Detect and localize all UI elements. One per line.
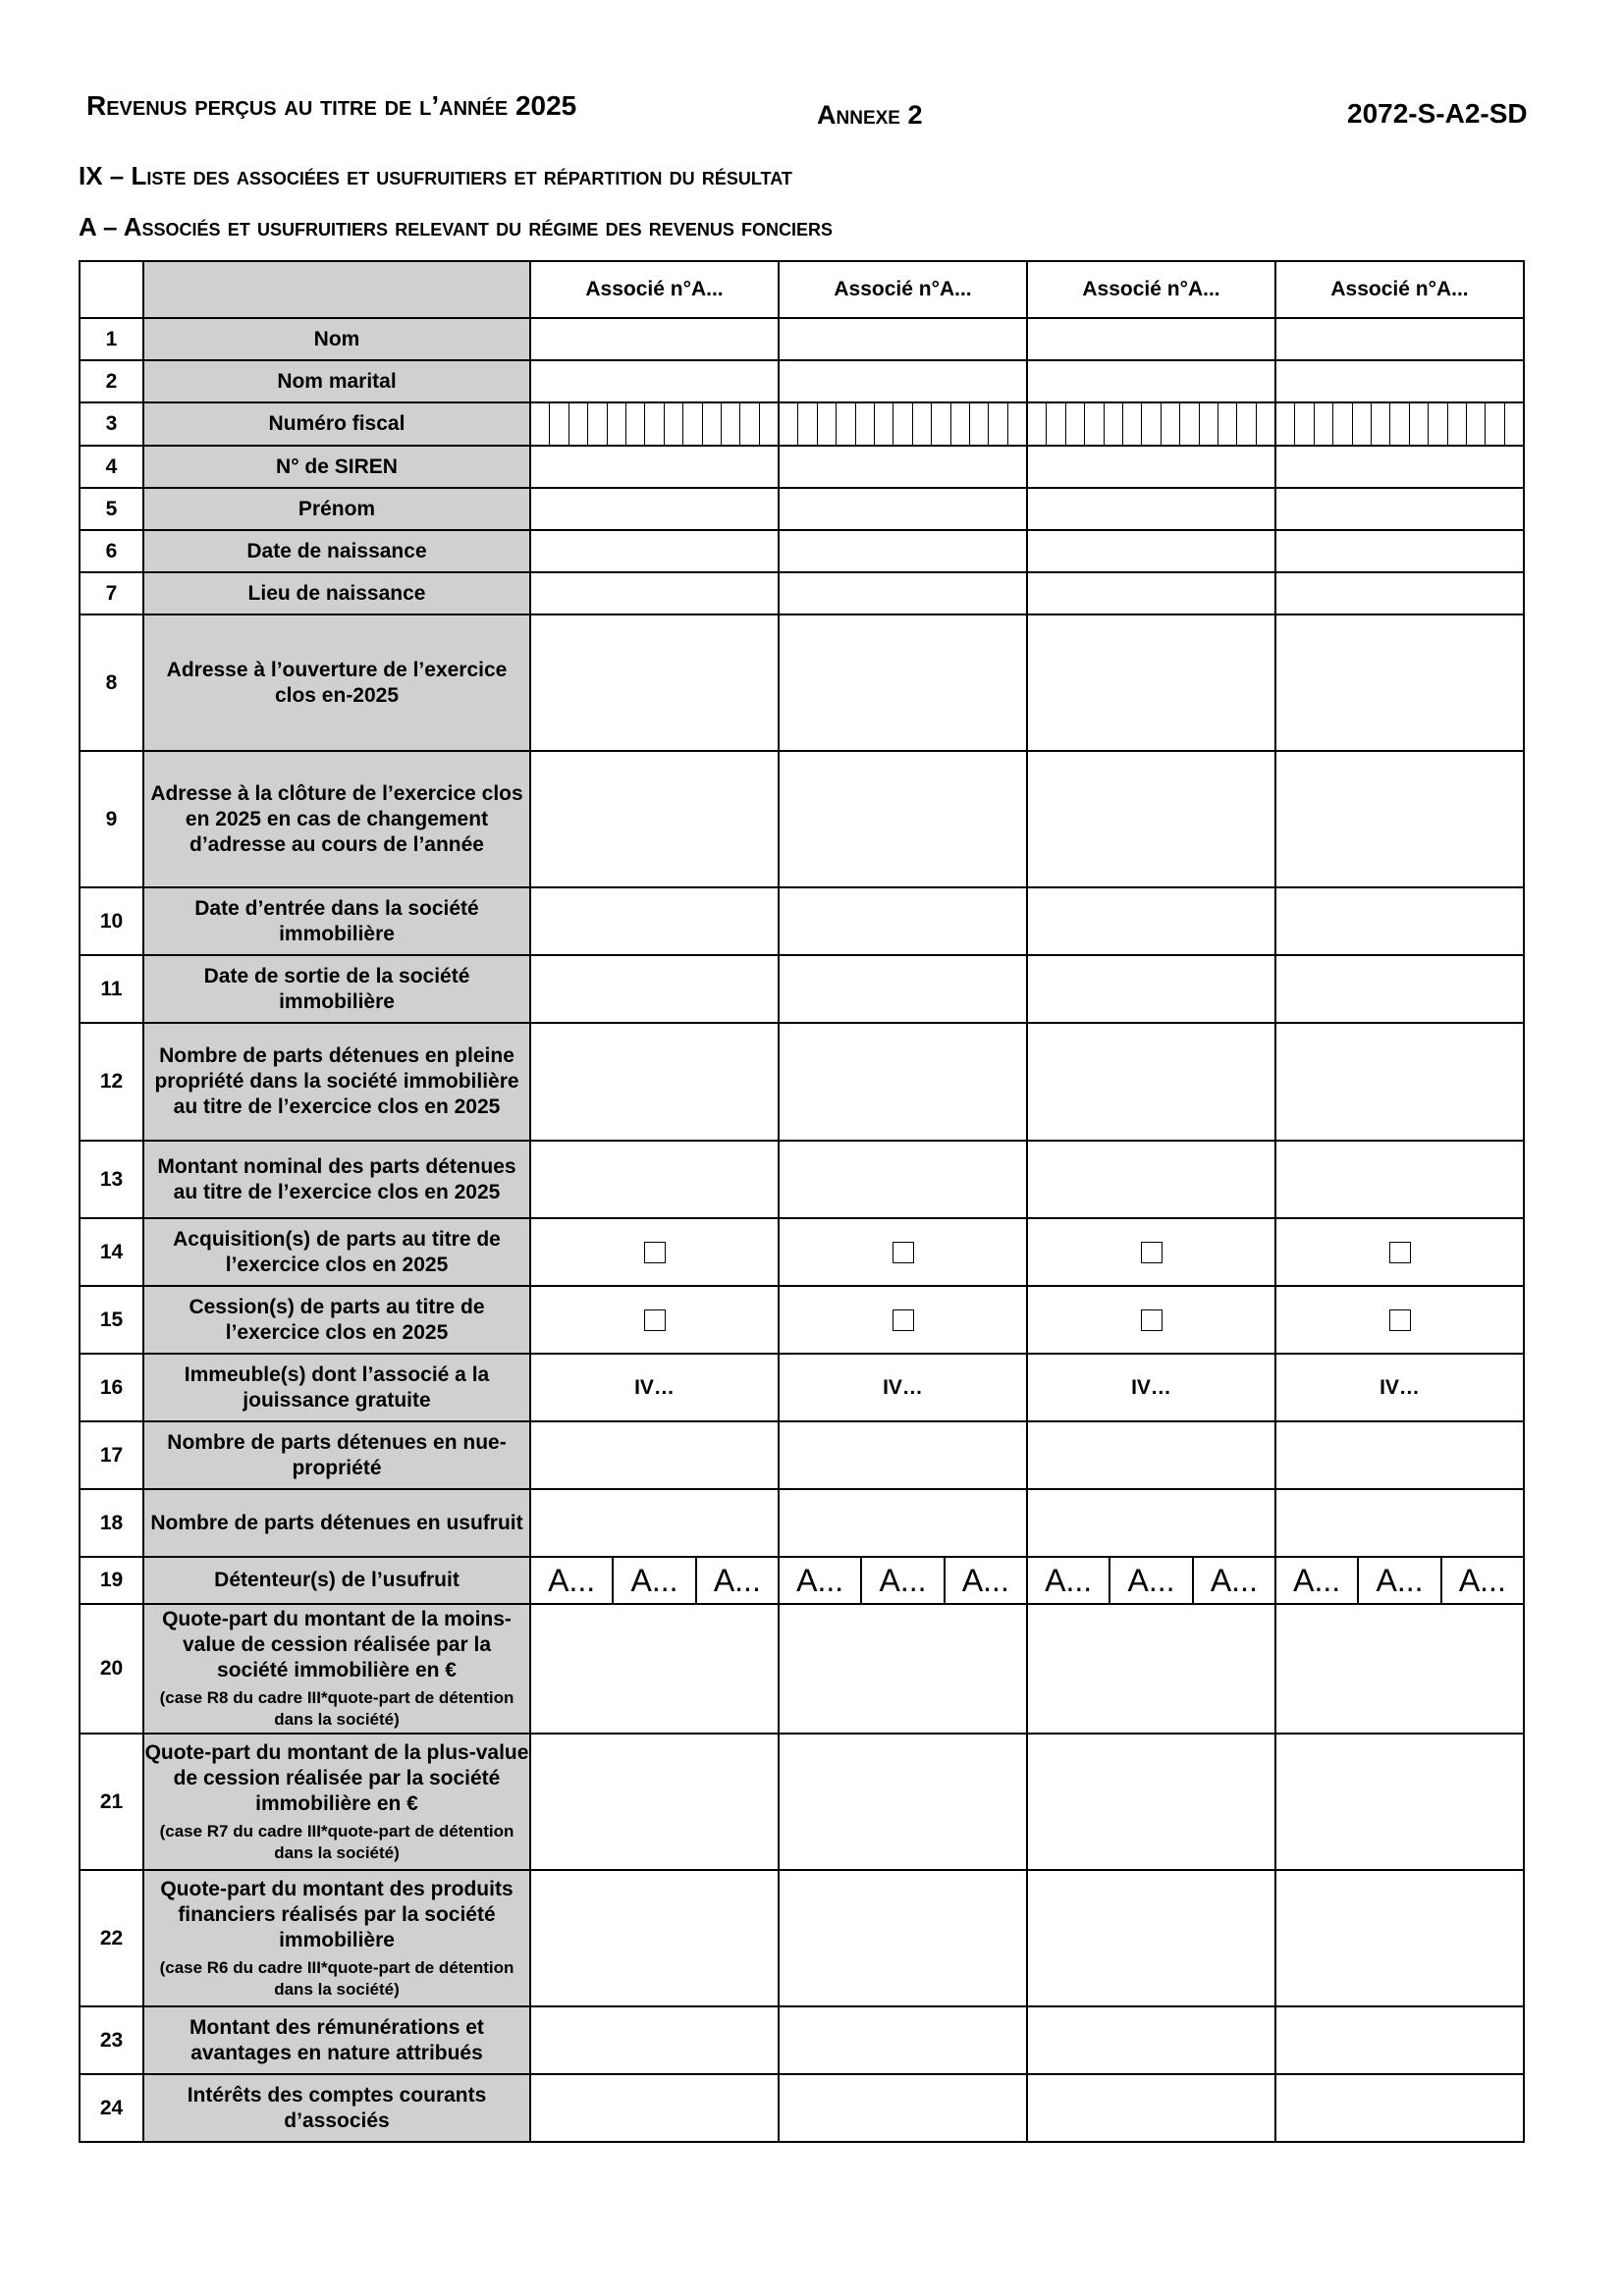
- digit-box[interactable]: [950, 403, 969, 445]
- fiscal-number-field[interactable]: [779, 402, 1027, 446]
- row-label: Date de sortie de la société immobilière: [203, 964, 470, 1013]
- digit-box[interactable]: [1122, 403, 1141, 445]
- digit-box[interactable]: [874, 403, 893, 445]
- input-cell[interactable]: [530, 360, 779, 402]
- table-row: [80, 1557, 1524, 1604]
- row-number: 18: [80, 1489, 143, 1557]
- digit-box[interactable]: [702, 403, 721, 445]
- table-row: [80, 1421, 1524, 1489]
- input-cell[interactable]: [1275, 1734, 1524, 1870]
- input-cell[interactable]: [1275, 360, 1524, 402]
- associate-column-header: Associé n°A...: [779, 261, 1027, 318]
- row-label: Nombre de parts détenues en pleine propriété dans la société immobilière au titre de l’exercice clos en 2025: [154, 1044, 519, 1118]
- digit-box[interactable]: [1028, 403, 1046, 445]
- row-label-cell: [143, 1734, 530, 1870]
- input-cell[interactable]: [779, 1489, 1027, 1557]
- row-label: Date de naissance: [246, 539, 427, 562]
- fiscal-number-field[interactable]: [530, 402, 779, 446]
- input-cell[interactable]: [1275, 1141, 1524, 1218]
- digit-box[interactable]: [1236, 403, 1255, 445]
- input-cell[interactable]: [779, 751, 1027, 887]
- input-cell[interactable]: [1275, 446, 1524, 488]
- usufruit-holders-cell: [779, 1557, 1027, 1604]
- digit-box[interactable]: [664, 403, 682, 445]
- input-cell[interactable]: [779, 887, 1027, 955]
- immeuble-select[interactable]: IV…: [1027, 1354, 1275, 1421]
- acquisition-checkbox[interactable]: [644, 1242, 666, 1263]
- input-cell[interactable]: [1027, 1421, 1275, 1489]
- table-row: [80, 1734, 1524, 1870]
- digit-box[interactable]: [855, 403, 874, 445]
- row-note: (case R6 du cadre III*quote-part de détention dans la société): [159, 1957, 514, 1999]
- digit-box[interactable]: [531, 403, 549, 445]
- immeuble-select[interactable]: IV…: [779, 1354, 1027, 1421]
- row-label: Quote-part du montant des produits financiers réalisés par la société immobilière: [160, 1877, 514, 1951]
- digit-box[interactable]: [1447, 403, 1466, 445]
- input-cell[interactable]: [1027, 751, 1275, 887]
- input-cell[interactable]: [1027, 1141, 1275, 1218]
- row-label-cell: [143, 1557, 530, 1604]
- row-label-cell: [143, 1141, 530, 1218]
- row-number: 7: [80, 572, 143, 614]
- usufruit-holder-select[interactable]: A...: [860, 1558, 943, 1603]
- input-cell[interactable]: [1027, 488, 1275, 530]
- form-code: 2072-S-A2-SD: [1347, 98, 1528, 129]
- input-cell[interactable]: [1027, 1604, 1275, 1734]
- input-cell[interactable]: [1275, 1421, 1524, 1489]
- corner-cell: [80, 261, 143, 318]
- input-cell[interactable]: [530, 2006, 779, 2074]
- table-row: [80, 1489, 1524, 1557]
- checkbox-cell: [779, 1218, 1027, 1286]
- row-number: 16: [80, 1354, 143, 1421]
- row-label-cell: [143, 572, 530, 614]
- checkbox-cell: [1027, 1218, 1275, 1286]
- digit-box[interactable]: [1409, 403, 1428, 445]
- checkbox-cell: [1275, 1286, 1524, 1354]
- input-cell[interactable]: [530, 572, 779, 614]
- associate-column-header: Associé n°A...: [1027, 261, 1275, 318]
- cession-checkbox[interactable]: [1141, 1309, 1163, 1331]
- digit-box[interactable]: [1065, 403, 1084, 445]
- fiscal-number-field[interactable]: [1275, 402, 1524, 446]
- associates-table: [79, 260, 1525, 2143]
- row-number: 5: [80, 488, 143, 530]
- row-label-cell: [143, 488, 530, 530]
- row-number: 20: [80, 1604, 143, 1734]
- digit-box[interactable]: [1314, 403, 1332, 445]
- digit-box[interactable]: [1256, 403, 1274, 445]
- table-row: [80, 955, 1524, 1023]
- input-cell[interactable]: [779, 2006, 1027, 2074]
- digit-box[interactable]: [568, 403, 587, 445]
- usufruit-holder-select[interactable]: A...: [1293, 1562, 1341, 1598]
- row-label: Nombre de parts détenues en nue-propriété: [167, 1430, 507, 1479]
- row-label: Montant nominal des parts détenues au titre de l’exercice clos en 2025: [157, 1154, 516, 1203]
- table-row: [80, 1141, 1524, 1218]
- row-note: (case R8 du cadre III*quote-part de détention dans la société): [159, 1688, 514, 1729]
- row-label: Numéro fiscal: [268, 412, 406, 435]
- input-cell[interactable]: [530, 530, 779, 572]
- acquisition-checkbox[interactable]: [1389, 1242, 1411, 1263]
- row-number: 10: [80, 887, 143, 955]
- checkbox-cell: [779, 1286, 1027, 1354]
- usufruit-holder-select[interactable]: A...: [548, 1562, 596, 1598]
- input-cell[interactable]: [779, 955, 1027, 1023]
- row-label: Lieu de naissance: [247, 581, 426, 605]
- table-row: [80, 446, 1524, 488]
- row-number: 13: [80, 1141, 143, 1218]
- input-cell[interactable]: [779, 1604, 1027, 1734]
- digit-box[interactable]: [1046, 403, 1064, 445]
- row-number: 3: [80, 402, 143, 446]
- input-cell[interactable]: [530, 446, 779, 488]
- table-row: [80, 1354, 1524, 1421]
- table-row: [80, 614, 1524, 751]
- associate-column-header: Associé n°A...: [1275, 261, 1524, 318]
- table-row: [80, 572, 1524, 614]
- digit-box[interactable]: [1276, 403, 1294, 445]
- digit-box[interactable]: [1332, 403, 1351, 445]
- row-number: 23: [80, 2006, 143, 2074]
- usufruit-holder-select[interactable]: A...: [612, 1558, 694, 1603]
- digit-box[interactable]: [817, 403, 836, 445]
- input-cell[interactable]: [1027, 887, 1275, 955]
- table-row: [80, 1604, 1524, 1734]
- usufruit-holder-select[interactable]: A...: [695, 1558, 778, 1603]
- row-label-cell: [143, 402, 530, 446]
- input-cell[interactable]: [1275, 318, 1524, 360]
- input-cell[interactable]: [1275, 1604, 1524, 1734]
- row-label: N° de SIREN: [276, 454, 398, 478]
- digit-box[interactable]: [1389, 403, 1408, 445]
- usufruit-holder-select[interactable]: A...: [1109, 1558, 1191, 1603]
- digit-box[interactable]: [797, 403, 816, 445]
- row-label: Détenteur(s) de l’usufruit: [214, 1569, 460, 1591]
- digit-box[interactable]: [1141, 403, 1160, 445]
- row-number: 8: [80, 614, 143, 751]
- usufruit-holders-cell: [1275, 1557, 1524, 1604]
- input-cell[interactable]: [530, 1734, 779, 1870]
- fiscal-number-field[interactable]: [1027, 402, 1275, 446]
- immeuble-select[interactable]: IV…: [1275, 1354, 1524, 1421]
- row-number: 21: [80, 1734, 143, 1870]
- row-label: Immeuble(s) dont l’associé a la jouissance gratuite: [184, 1362, 490, 1412]
- row-label-cell: [143, 614, 530, 751]
- digit-box[interactable]: [1199, 403, 1217, 445]
- table-row: [80, 2074, 1524, 2142]
- input-cell[interactable]: [779, 446, 1027, 488]
- row-number: 11: [80, 955, 143, 1023]
- table-row: [80, 360, 1524, 402]
- row-number: 17: [80, 1421, 143, 1489]
- input-cell[interactable]: [530, 614, 779, 751]
- input-cell[interactable]: [1275, 2006, 1524, 2074]
- acquisition-checkbox[interactable]: [893, 1242, 914, 1263]
- row-label: Nom marital: [277, 369, 397, 393]
- row-label: Nombre de parts détenues en usufruit: [150, 1511, 523, 1534]
- input-cell[interactable]: [1275, 572, 1524, 614]
- table-row: [80, 530, 1524, 572]
- checkbox-cell: [1027, 1286, 1275, 1354]
- digit-box[interactable]: [1504, 403, 1523, 445]
- row-label-cell: [143, 751, 530, 887]
- digit-box[interactable]: [1428, 403, 1446, 445]
- table-row: [80, 751, 1524, 887]
- table-row: [80, 1023, 1524, 1141]
- digit-box[interactable]: [1485, 403, 1503, 445]
- cession-checkbox[interactable]: [893, 1309, 914, 1331]
- row-label-cell: [143, 360, 530, 402]
- usufruit-holders-cell: [1027, 1557, 1275, 1604]
- row-label-cell: [143, 955, 530, 1023]
- input-cell[interactable]: [530, 1141, 779, 1218]
- table-row: [80, 887, 1524, 955]
- digit-box[interactable]: [1217, 403, 1236, 445]
- input-cell[interactable]: [1027, 2006, 1275, 2074]
- row-number: 14: [80, 1218, 143, 1286]
- digit-box[interactable]: [836, 403, 854, 445]
- row-label: Quote-part du montant de la moins-value de cession réalisée par la société immobilière en €: [162, 1608, 512, 1682]
- input-cell[interactable]: [1275, 955, 1524, 1023]
- usufruit-holder-select[interactable]: A...: [1357, 1558, 1439, 1603]
- immeuble-select[interactable]: IV…: [530, 1354, 779, 1421]
- input-cell[interactable]: [779, 318, 1027, 360]
- checkbox-cell: [530, 1286, 779, 1354]
- usufruit-holder-select[interactable]: A...: [796, 1562, 844, 1598]
- annex-label: Annexe 2: [817, 100, 923, 130]
- row-label-cell: [143, 318, 530, 360]
- cession-checkbox[interactable]: [1389, 1309, 1411, 1331]
- input-cell[interactable]: [1275, 751, 1524, 887]
- row-number: 19: [80, 1557, 143, 1604]
- digit-box[interactable]: [549, 403, 568, 445]
- input-cell[interactable]: [530, 1870, 779, 2006]
- row-label-cell: [143, 2006, 530, 2074]
- row-label-cell: [143, 1489, 530, 1557]
- input-cell[interactable]: [1027, 1489, 1275, 1557]
- row-label: Date d’entrée dans la société immobilière: [194, 896, 479, 945]
- row-label-cell: [143, 887, 530, 955]
- row-number: 24: [80, 2074, 143, 2142]
- digit-box[interactable]: [969, 403, 988, 445]
- row-number: 6: [80, 530, 143, 572]
- row-number: 15: [80, 1286, 143, 1354]
- row-label: Adresse à l’ouverture de l’exercice clos en-2025: [166, 658, 508, 707]
- digit-box[interactable]: [988, 403, 1006, 445]
- input-cell[interactable]: [1027, 1023, 1275, 1141]
- checkbox-cell: [530, 1218, 779, 1286]
- row-label: Acquisition(s) de parts au titre de l’exercice clos en 2025: [173, 1227, 501, 1276]
- row-label: Nom: [313, 327, 360, 350]
- digit-box[interactable]: [587, 403, 606, 445]
- input-cell[interactable]: [779, 1421, 1027, 1489]
- input-cell[interactable]: [1275, 1489, 1524, 1557]
- checkbox-cell: [1275, 1218, 1524, 1286]
- row-note: (case R7 du cadre III*quote-part de détention dans la société): [159, 1821, 514, 1862]
- input-cell[interactable]: [1275, 2074, 1524, 2142]
- row-label-cell: [143, 1870, 530, 2006]
- usufruit-holder-select[interactable]: A...: [1440, 1558, 1523, 1603]
- label-header-cell: [143, 261, 530, 318]
- input-cell[interactable]: [1275, 614, 1524, 751]
- input-cell[interactable]: [1275, 488, 1524, 530]
- input-cell[interactable]: [530, 1489, 779, 1557]
- table-row: [80, 318, 1524, 360]
- input-cell[interactable]: [1275, 530, 1524, 572]
- row-label: Prénom: [298, 497, 376, 520]
- usufruit-holders-cell: [530, 1557, 779, 1604]
- row-number: 12: [80, 1023, 143, 1141]
- table-row: [80, 1870, 1524, 2006]
- row-label-cell: [143, 530, 530, 572]
- row-label: Adresse à la clôture de l’exercice clos en 2025 en cas de changement d’adresse au cours de l’année: [150, 781, 523, 856]
- digit-box[interactable]: [759, 403, 778, 445]
- input-cell[interactable]: [779, 1023, 1027, 1141]
- digit-box[interactable]: [912, 403, 931, 445]
- row-label-cell: [143, 1421, 530, 1489]
- row-label-cell: [143, 446, 530, 488]
- digit-box[interactable]: [931, 403, 949, 445]
- row-label: Cession(s) de parts au titre de l’exercice clos en 2025: [189, 1295, 485, 1344]
- input-cell[interactable]: [779, 572, 1027, 614]
- digit-box[interactable]: [1466, 403, 1485, 445]
- input-cell[interactable]: [779, 2074, 1027, 2142]
- row-number: 22: [80, 1870, 143, 2006]
- digit-box[interactable]: [893, 403, 911, 445]
- row-number: 4: [80, 446, 143, 488]
- digit-box[interactable]: [1104, 403, 1122, 445]
- input-cell[interactable]: [1027, 530, 1275, 572]
- row-label-cell: [143, 1354, 530, 1421]
- input-cell[interactable]: [1027, 572, 1275, 614]
- digit-box[interactable]: [682, 403, 701, 445]
- cession-checkbox[interactable]: [644, 1309, 666, 1331]
- input-cell[interactable]: [779, 1141, 1027, 1218]
- digit-box[interactable]: [721, 403, 739, 445]
- table-row: [80, 402, 1524, 446]
- input-cell[interactable]: [1027, 446, 1275, 488]
- digit-box[interactable]: [1352, 403, 1371, 445]
- row-label: Quote-part du montant de la plus-value de cession réalisée par la société immobilière en €: [144, 1740, 529, 1815]
- section-ix-title: IX – Liste des associées et usufruitiers et répartition du résultat: [79, 161, 792, 190]
- section-a-title: A – Associés et usufruitiers relevant du régime des revenus fonciers: [79, 212, 834, 241]
- table-row: [80, 2006, 1524, 2074]
- input-cell[interactable]: [1027, 1870, 1275, 2006]
- input-cell[interactable]: [1027, 955, 1275, 1023]
- row-number: 1: [80, 318, 143, 360]
- digit-box[interactable]: [625, 403, 644, 445]
- input-cell[interactable]: [779, 1870, 1027, 2006]
- digit-box[interactable]: [1371, 403, 1389, 445]
- column-header-row: [80, 261, 1524, 318]
- digit-box[interactable]: [1294, 403, 1313, 445]
- input-cell[interactable]: [530, 955, 779, 1023]
- input-cell[interactable]: [530, 318, 779, 360]
- digit-box[interactable]: [739, 403, 758, 445]
- input-cell[interactable]: [530, 1023, 779, 1141]
- digit-box[interactable]: [1161, 403, 1179, 445]
- input-cell[interactable]: [530, 887, 779, 955]
- input-cell[interactable]: [1027, 360, 1275, 402]
- digit-box[interactable]: [644, 403, 663, 445]
- table-row: [80, 1218, 1524, 1286]
- digit-box[interactable]: [1179, 403, 1198, 445]
- input-cell[interactable]: [530, 1604, 779, 1734]
- digit-box[interactable]: [1084, 403, 1103, 445]
- row-label: Intérêts des comptes courants d’associés: [187, 2083, 487, 2132]
- input-cell[interactable]: [779, 530, 1027, 572]
- row-label-cell: [143, 1023, 530, 1141]
- associate-column-header: Associé n°A...: [530, 261, 779, 318]
- usufruit-holder-select[interactable]: A...: [1045, 1562, 1093, 1598]
- digit-box[interactable]: [1007, 403, 1026, 445]
- row-number: 9: [80, 751, 143, 887]
- row-label-cell: [143, 2074, 530, 2142]
- row-label: Montant des rémunérations et avantages en nature attribués: [189, 2015, 484, 2064]
- row-number: 2: [80, 360, 143, 402]
- row-label-cell: [143, 1218, 530, 1286]
- input-cell[interactable]: [779, 360, 1027, 402]
- input-cell[interactable]: [779, 488, 1027, 530]
- page-header-title: Revenus perçus au titre de l’année 2025: [86, 90, 577, 121]
- row-label-cell: [143, 1286, 530, 1354]
- usufruit-holder-select[interactable]: A...: [1192, 1558, 1274, 1603]
- input-cell[interactable]: [1275, 1023, 1524, 1141]
- input-cell[interactable]: [530, 1421, 779, 1489]
- input-cell[interactable]: [1027, 1734, 1275, 1870]
- usufruit-holder-select[interactable]: A...: [944, 1558, 1026, 1603]
- table-row: [80, 488, 1524, 530]
- input-cell[interactable]: [1275, 887, 1524, 955]
- input-cell[interactable]: [530, 751, 779, 887]
- row-label-cell: [143, 1604, 530, 1734]
- input-cell[interactable]: [779, 614, 1027, 751]
- input-cell[interactable]: [1027, 2074, 1275, 2142]
- digit-box[interactable]: [780, 403, 797, 445]
- digit-box[interactable]: [607, 403, 625, 445]
- input-cell[interactable]: [1027, 614, 1275, 751]
- input-cell[interactable]: [1275, 1870, 1524, 2006]
- input-cell[interactable]: [779, 1734, 1027, 1870]
- input-cell[interactable]: [1027, 318, 1275, 360]
- table-row: [80, 1286, 1524, 1354]
- input-cell[interactable]: [530, 488, 779, 530]
- acquisition-checkbox[interactable]: [1141, 1242, 1163, 1263]
- input-cell[interactable]: [530, 2074, 779, 2142]
